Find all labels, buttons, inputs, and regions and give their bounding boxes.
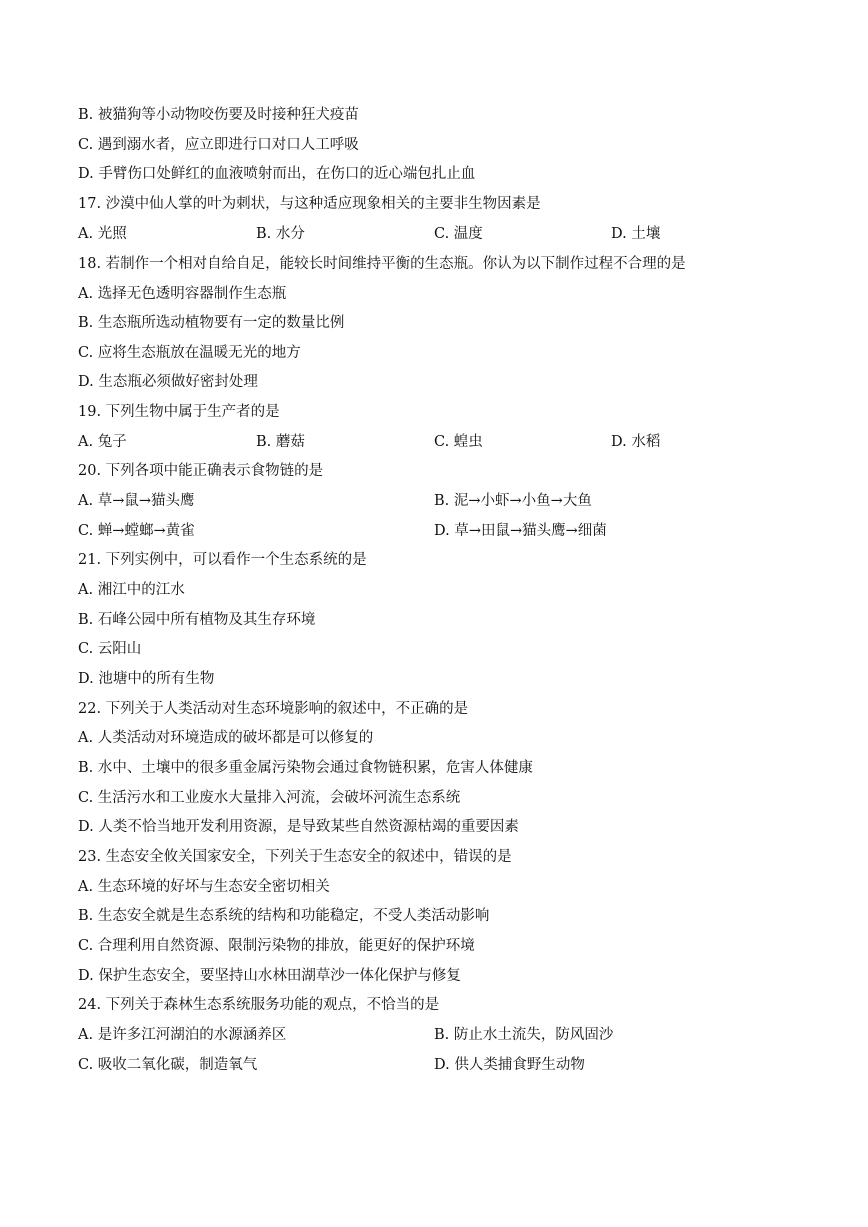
- q18-option-d: D. 生态瓶必须做好密封处理: [78, 374, 258, 390]
- q17-option-b: B. 水分: [256, 226, 305, 242]
- q17-stem: 17. 沙漠中仙人掌的叶为刺状，与这种适应现象相关的主要非生物因素是: [78, 196, 541, 212]
- q21-option-a: A. 湘江中的江水: [78, 582, 185, 598]
- q21-stem: 21. 下列实例中，可以看作一个生态系统的是: [78, 552, 367, 568]
- q24-stem: 24. 下列关于森林生态系统服务功能的观点，不恰当的是: [78, 997, 440, 1013]
- q16-option-c: C. 遇到溺水者，应立即进行口对口人工呼吸: [78, 137, 359, 153]
- q20-option-b: B. 泥→小虾→小鱼→大鱼: [434, 493, 592, 509]
- q17-option-a: A. 光照: [78, 226, 127, 242]
- q18-option-c: C. 应将生态瓶放在温暖无光的地方: [78, 345, 301, 361]
- q19-stem: 19. 下列生物中属于生产者的是: [78, 404, 280, 420]
- q23-option-b: B. 生态安全就是生态系统的结构和功能稳定，不受人类活动影响: [78, 908, 490, 924]
- q20-option-c: C. 蝉→螳螂→黄雀: [78, 523, 195, 539]
- q24-option-a: A. 是许多江河湖泊的水源涵养区: [78, 1027, 287, 1043]
- q23-option-d: D. 保护生态安全，要坚持山水林田湖草沙一体化保护与修复: [78, 968, 461, 984]
- q19-option-a: A. 兔子: [78, 434, 127, 450]
- q21-option-d: D. 池塘中的所有生物: [78, 671, 215, 687]
- q22-option-c: C. 生活污水和工业废水大量排入河流，会破坏河流生态系统: [78, 790, 461, 806]
- q18-option-b: B. 生态瓶所选动植物要有一定的数量比例: [78, 315, 345, 331]
- q16-option-d: D. 手臂伤口处鲜红的血液喷射而出，在伤口的近心端包扎止血: [78, 166, 476, 182]
- q21-option-b: B. 石峰公园中所有植物及其生存环境: [78, 612, 316, 628]
- q22-option-d: D. 人类不恰当地开发利用资源，是导致某些自然资源枯竭的重要因素: [78, 819, 519, 835]
- q23-stem: 23. 生态安全攸关国家安全，下列关于生态安全的叙述中，错误的是: [78, 849, 512, 865]
- q19-option-d: D. 水稻: [611, 434, 661, 450]
- q17-option-d: D. 土壤: [611, 226, 661, 242]
- q20-stem: 20. 下列各项中能正确表示食物链的是: [78, 463, 324, 479]
- q23-option-a: A. 生态环境的好坏与生态安全密切相关: [78, 879, 330, 895]
- q22-stem: 22. 下列关于人类活动对生态环境影响的叙述中，不正确的是: [78, 701, 469, 717]
- q19-option-c: C. 蝗虫: [434, 434, 483, 450]
- q20-option-d: D. 草→田鼠→猫头鹰→细菌: [434, 523, 607, 539]
- q17-option-c: C. 温度: [434, 226, 483, 242]
- q18-option-a: A. 选择无色透明容器制作生态瓶: [78, 286, 287, 302]
- q24-option-d: D. 供人类捕食野生动物: [434, 1057, 585, 1073]
- q20-option-a: A. 草→鼠→猫头鹰: [78, 493, 195, 509]
- q24-option-c: C. 吸收二氧化碳，制造氧气: [78, 1057, 258, 1073]
- q18-stem: 18. 若制作一个相对自给自足，能较长时间维持平衡的生态瓶。你认为以下制作过程不合理的是: [78, 256, 686, 272]
- q24-option-b: B. 防止水土流失，防风固沙: [434, 1027, 614, 1043]
- q22-option-a: A. 人类活动对环境造成的破坏都是可以修复的: [78, 730, 374, 746]
- q23-option-c: C. 合理利用自然资源、限制污染物的排放，能更好的保护环境: [78, 938, 475, 954]
- q22-option-b: B. 水中、土壤中的很多重金属污染物会通过食物链积累，危害人体健康: [78, 760, 533, 776]
- q16-option-b: B. 被猫狗等小动物咬伤要及时接种狂犬疫苗: [78, 107, 359, 123]
- q19-option-b: B. 蘑菇: [256, 434, 305, 450]
- q21-option-c: C. 云阳山: [78, 641, 142, 657]
